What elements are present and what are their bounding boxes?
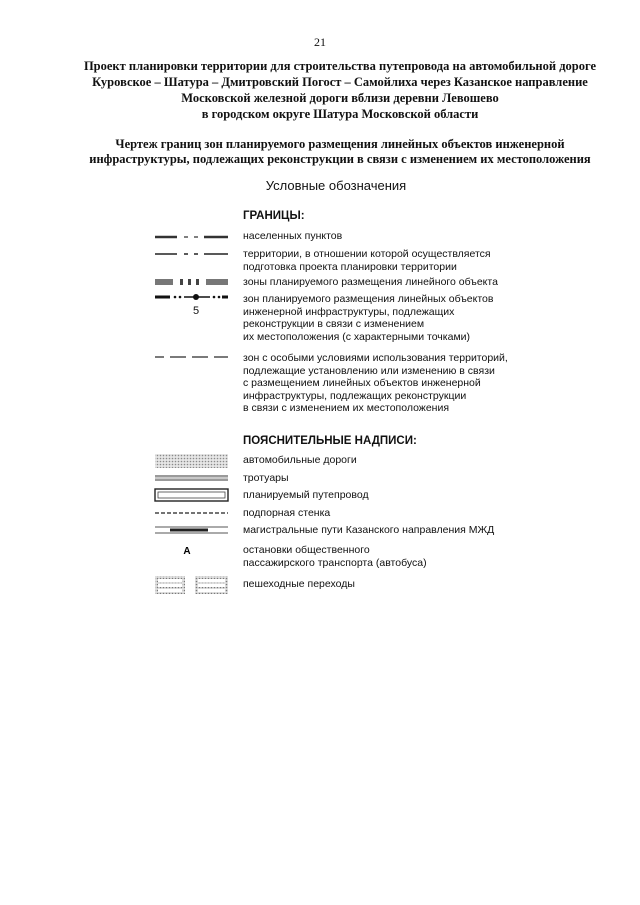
- legend-text: зон планируемого размещения линейных объектов: [243, 293, 494, 305]
- railway-symbol: [150, 521, 230, 539]
- legend-text: инженерной инфраструктуры, подлежащих: [243, 305, 455, 318]
- settlement-boundary-symbol: [150, 228, 230, 246]
- retaining-wall-symbol: [150, 504, 230, 522]
- legend-text: подлежащие установлению или изменению в связи: [243, 364, 495, 377]
- legend-item-sidewalks: [243, 472, 543, 485]
- special-use-zone-symbol: [150, 348, 230, 366]
- drawing-title: [60, 137, 620, 167]
- legend-text: с размещением линейных объектов инженерной: [243, 377, 481, 389]
- subtitle-line: Чертеж границ зон планируемого размещения линейных объектов инженерной: [115, 137, 565, 151]
- title-line: Куровское – Шатура – Дмитровский Погост – Самойлиха через Казанское направление: [92, 75, 588, 89]
- legend-text: планируемый путепровод: [243, 489, 369, 501]
- document-title: [60, 58, 620, 122]
- explanatory-header: ПОЯСНИТЕЛЬНЫЕ НАДПИСИ:: [243, 435, 417, 447]
- legend-text: подпорная стенка: [243, 507, 331, 519]
- legend-text: зоны планируемого размещения линейного объекта: [243, 276, 498, 288]
- title-line: Московской железной дороги вблизи деревни Левошево: [181, 91, 499, 105]
- legend-text: инфраструктуры, подлежащих реконструкции: [243, 389, 467, 402]
- legend-text: пассажирского транспорта (автобуса): [243, 556, 427, 569]
- legend-item-bus-stops: [243, 544, 543, 569]
- point-number-label: 5: [192, 305, 200, 317]
- legend-text: остановки общественного: [243, 544, 370, 556]
- legend-text: подготовка проекта планировки территории: [243, 260, 457, 273]
- legend-text: населенных пунктов: [243, 230, 343, 242]
- planning-territory-boundary-symbol: [150, 245, 230, 263]
- legend-item-special-use-zone: [243, 352, 543, 415]
- legend-item-roads: [243, 454, 543, 467]
- title-line: в городском округе Шатура Московской области: [201, 107, 479, 121]
- legend-item-retaining-wall: [243, 507, 543, 520]
- legend-text: реконструкции в связи с изменением: [243, 318, 425, 330]
- legend-title: Условные обозначения: [265, 178, 407, 193]
- legend-text: автомобильные дороги: [243, 454, 357, 466]
- bus-stop-icon: А: [183, 546, 191, 557]
- infrastructure-zone-symbol: [150, 288, 230, 318]
- legend-text: территории, в отношении которой осуществляется: [243, 248, 491, 260]
- legend-item-overpass: [243, 489, 543, 502]
- road-symbol: [150, 451, 230, 471]
- legend-text: магистральные пути Казанского направления МЖД: [243, 524, 495, 536]
- boundaries-header: ГРАНИЦЫ:: [243, 210, 305, 222]
- legend-text: их местоположения (с характерными точками): [243, 330, 471, 343]
- legend-text: тротуары: [243, 472, 289, 484]
- subtitle-line: инфраструктуры, подлежащих реконструкции в связи с изменением их местоположения: [89, 152, 591, 166]
- legend-item-railway: [243, 524, 543, 537]
- overpass-symbol: [150, 486, 230, 504]
- page-number: 21: [314, 35, 326, 49]
- title-line: Проект планировки территории для строительства путепровода на автомобильной дороге: [83, 59, 597, 73]
- legend-text: зон с особыми условиями использования территорий,: [243, 352, 508, 364]
- legend-item-infrastructure-zone: [243, 293, 543, 343]
- legend-item-planning-territory: [243, 248, 543, 273]
- legend-text: в связи с изменением их местоположения: [243, 402, 450, 414]
- bus-stop-symbol: [150, 541, 230, 559]
- legend-item-settlements: [243, 230, 543, 243]
- legend-item-linear-object-zone: [243, 276, 543, 289]
- sidewalk-symbol: [150, 469, 230, 487]
- legend-item-pedestrian-crossings: [243, 578, 543, 591]
- pedestrian-crossing-symbol: [150, 574, 230, 596]
- legend-text: пешеходные переходы: [243, 578, 355, 590]
